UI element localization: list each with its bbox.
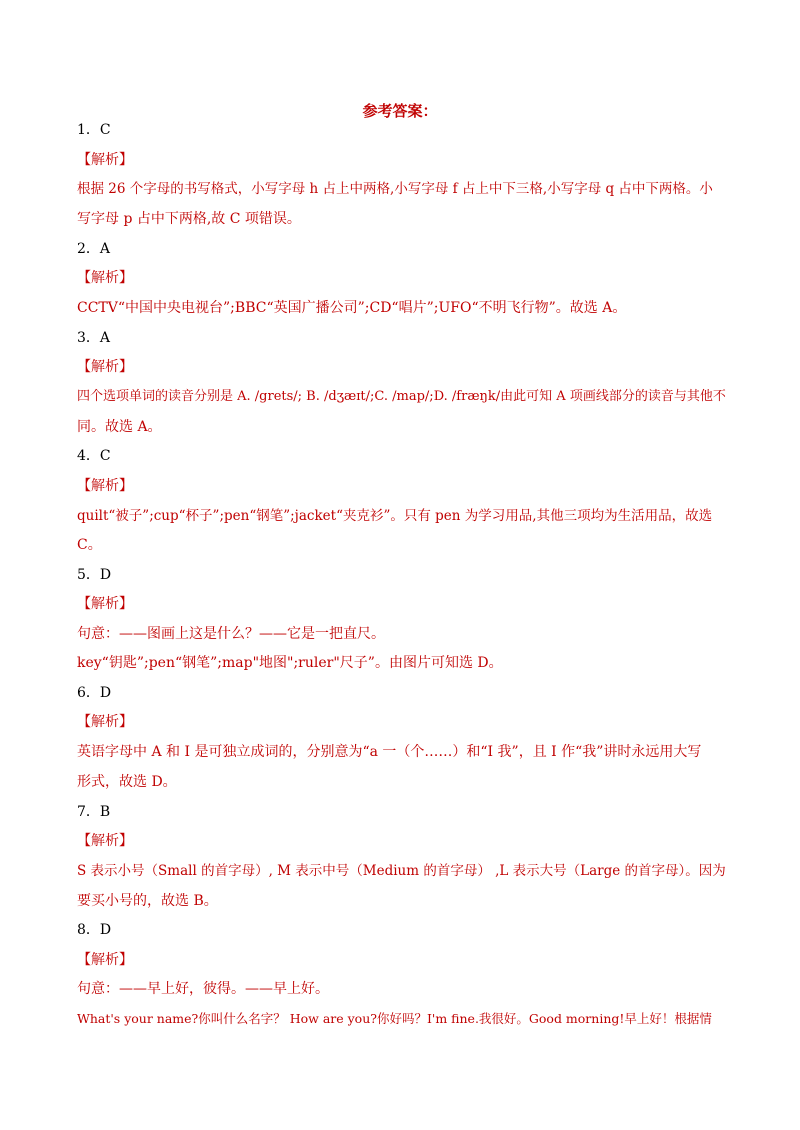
answer-7-number: 7．B — [77, 804, 111, 820]
answer-6-line-1: 英语字母中 A 和 I 是可独立成词的，分别意为“a 一（个……）和“I 我”，且 I 作“我”讲时永远用大写 — [77, 744, 702, 760]
answer-7-line-1: S 表示小号（Small 的首字母）, M 表示中号（Medium 的首字母） ,L 表示大号（Large 的首字母）。因为 — [77, 863, 726, 879]
answer-8-line-2: What's your name?你叫什么名字？ How are you?你好吗？I'm fine.我很好。Good morning!早上好！根据情 — [77, 1011, 712, 1026]
answer-1-analysis-tag: 【解析】 — [77, 152, 133, 168]
answer-6-analysis-tag: 【解析】 — [77, 714, 133, 730]
answer-5-line-2: key“钥匙”;pen“钢笔”;map"地图";ruler"尺子”。由图片可知选 D。 — [77, 655, 503, 671]
answer-7-analysis-tag: 【解析】 — [77, 833, 133, 849]
answer-3-line-2: 同。故选 A。 — [77, 419, 162, 435]
answer-6-number: 6．D — [77, 685, 112, 701]
answer-8-number: 8．D — [77, 922, 112, 938]
answer-8-analysis-tag: 【解析】 — [77, 952, 133, 968]
answer-2-line-1: CCTV“中国中央电视台”;BBC“英国广播公司”;CD“唱片”;UFO“不明飞行物”。故选 A。 — [77, 300, 627, 316]
answer-8-line-1: 句意：——早上好，彼得。——早上好。 — [77, 981, 329, 997]
answer-6-line-2: 形式，故选 D。 — [77, 774, 177, 790]
answer-5-analysis-tag: 【解析】 — [77, 596, 133, 612]
answer-7-line-2: 要买小号的，故选 B。 — [77, 893, 218, 909]
answer-1-line-2: 写字母 p 占中下两格,故 C 项错误。 — [77, 211, 301, 227]
answer-4-line-2: C。 — [77, 537, 102, 553]
answer-2-number: 2．A — [77, 241, 111, 257]
page-title: 参考答案： — [362, 102, 438, 120]
answer-5-number: 5．D — [77, 567, 112, 583]
answer-4-number: 4．C — [77, 448, 111, 464]
answer-4-line-1: quilt“被子”;cup“杯子”;pen“钢笔”;jacket“夹克衫”。只有 pen 为学习用品,其他三项均为生活用品，故选 — [77, 508, 713, 524]
answer-3-number: 3．A — [77, 330, 111, 346]
answer-5-line-1: 句意：——图画上这是什么？——它是一把直尺。 — [77, 626, 385, 642]
answer-2-analysis-tag: 【解析】 — [77, 270, 133, 286]
answer-1-number: 1．C — [77, 122, 111, 138]
answer-3-line-1: 四个选项单词的读音分别是 A. /grets/; B. /dʒæɪt/;C. /map/;D. /fræŋk/由此可知 A 项画线部分的读音与其他不 — [77, 389, 726, 404]
answer-4-analysis-tag: 【解析】 — [77, 478, 133, 494]
answer-1-line-1: 根据 26 个字母的书写格式，小写字母 h 占上中两格,小写字母 f 占上中下三格,小写字母 q 占中下两格。小 — [77, 181, 713, 197]
answer-3-analysis-tag: 【解析】 — [77, 359, 133, 375]
